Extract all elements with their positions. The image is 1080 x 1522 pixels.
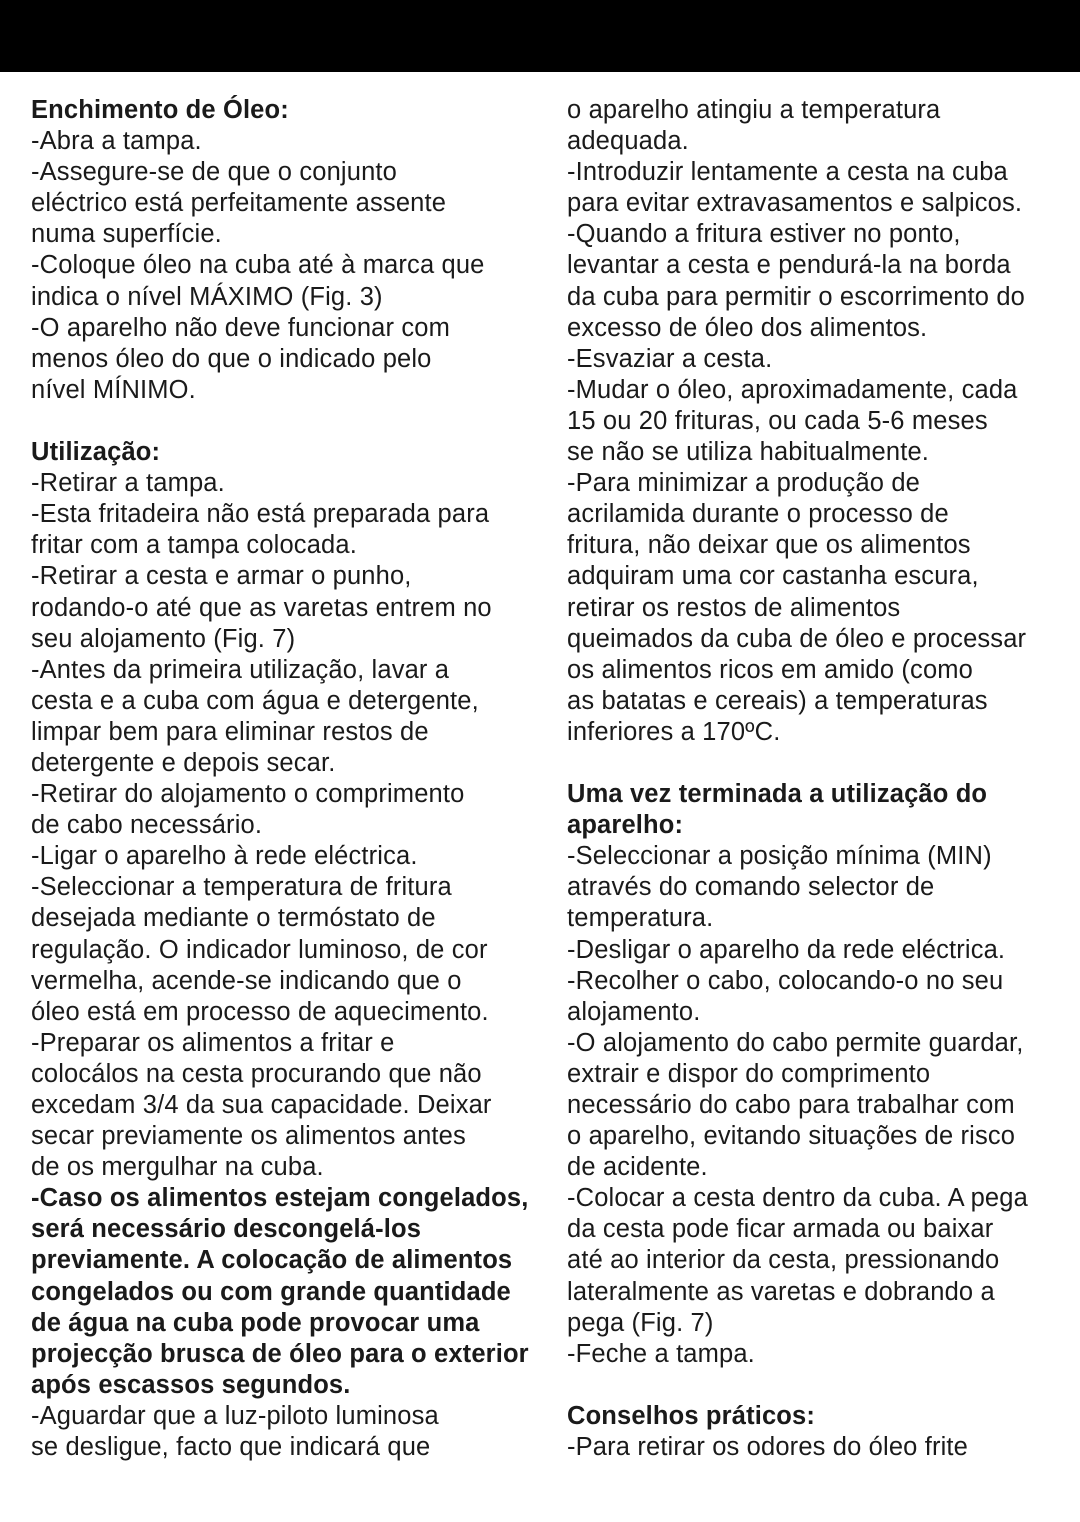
section-heading: Uma vez terminada a utilização do [567,780,988,809]
text-line: -Para minimizar a produção de [567,469,921,498]
text-line: -O alojamento do cabo permite guardar, [567,1028,1024,1057]
text-line: inferiores a 170ºC. [567,717,781,746]
text-line: -Mudar o óleo, aproximadamente, cada [567,375,1018,404]
text-line: limpar bem para eliminar restos de [31,717,429,746]
text-line: rodando-o até que as varetas entrem no [31,593,492,622]
text-line: nível MÍNIMO. [31,375,196,404]
text-line: para evitar extravasamentos e salpicos. [567,189,1023,218]
warning-text-line: após escassos segundos. [31,1370,351,1399]
text-line: adquiram uma cor castanha escura, [567,562,979,591]
text-line: secar previamente os alimentos antes [31,1122,466,1151]
text-line: excesso de óleo dos alimentos. [567,313,928,342]
warning-text-line: congelados ou com grande quantidade [31,1277,511,1306]
text-line: -Quando a fritura estiver no ponto, [567,220,961,249]
spacer [31,406,517,437]
text-line: alojamento. [567,997,701,1026]
text-line: da cesta pode ficar armada ou baixar [567,1215,994,1244]
text-line: regulação. O indicador luminoso, de cor [31,935,488,964]
text-line: óleo está em processo de aquecimento. [31,997,489,1026]
text-line: -Antes da primeira utilização, lavar a [31,655,450,684]
right-column [567,95,1057,1463]
text-line: o aparelho atingiu a temperatura [567,96,941,124]
text-line: se não se utiliza habitualmente. [567,438,930,467]
text-line: -Desligar o aparelho da rede eléctrica. [567,935,1006,964]
text-line: através do comando selector de [567,873,935,902]
text-line: os alimentos ricos em amido (como [567,655,974,684]
text-line: indica o nível MÁXIMO (Fig. 3) [31,282,383,311]
spacer [567,748,1057,779]
warning-text-line: de água na cuba pode provocar uma [31,1308,480,1337]
text-line: -Feche a tampa. [567,1339,755,1368]
text-line: eléctrico está perfeitamente assente [31,189,447,218]
section-heading: aparelho: [567,811,684,840]
text-line: até ao interior da cesta, pressionando [567,1246,1000,1275]
text-line: colocálos na cesta procurando que não [31,1059,482,1088]
warning-text-line: -Caso os alimentos estejam congelados, [31,1184,529,1213]
text-line: acrilamida durante o processo de [567,500,949,529]
text-line: -Aguardar que a luz-piloto luminosa [31,1401,439,1430]
text-line: seu alojamento (Fig. 7) [31,624,296,653]
text-line: menos óleo do que o indicado pelo [31,344,432,373]
text-line: 15 ou 20 frituras, ou cada 5-6 meses [567,406,988,435]
text-line: fritar com a tampa colocada. [31,531,357,560]
text-line: de cabo necessário. [31,811,263,840]
text-line: -Introduzir lentamente a cesta na cuba [567,158,1008,187]
text-line: o aparelho, evitando situações de risco [567,1122,1016,1151]
warning-text-line: projecção brusca de óleo para o exterior [31,1339,529,1368]
text-line: fritura, não deixar que os alimentos [567,531,971,560]
text-line: levantar a cesta e pendurá-la na borda [567,251,1011,280]
text-line: numa superfície. [31,220,222,249]
text-line: -Recolher o cabo, colocando-o no seu [567,966,1004,995]
text-line: pega (Fig. 7) [567,1308,714,1337]
warning-text-line: previamente. A colocação de alimentos [31,1246,513,1275]
text-line: -Retirar do alojamento o comprimento [31,780,465,809]
text-line: queimados da cuba de óleo e processar [567,624,1027,653]
text-line: -Seleccionar a temperatura de fritura [31,873,452,902]
text-line: -Coloque óleo na cuba até à marca que [31,251,485,280]
left-column [31,95,529,1463]
text-line: necessário do cabo para trabalhar com [567,1091,1015,1119]
text-line: -Para retirar os odores do óleo frite [567,1433,968,1462]
text-line: -Abra a tampa. [31,127,202,156]
text-line: -Assegure-se de que o conjunto [31,158,397,187]
text-line: vermelha, acende-se indicando que o [31,966,462,995]
text-line: cesta e a cuba com água e detergente, [31,686,479,715]
text-line: adequada. [567,127,689,156]
text-line: -Seleccionar a posição mínima (MIN) [567,842,992,871]
text-line: -Esta fritadeira não está preparada para [31,500,490,529]
text-line: retirar os restos de alimentos [567,593,901,622]
warning-text-line: será necessário descongelá-los [31,1215,422,1244]
text-line: da cuba para permitir o escorrimento do [567,282,1025,311]
section-heading: Enchimento de Óleo: [31,96,289,124]
spacer [567,1370,1057,1401]
text-line: detergente e depois secar. [31,748,336,777]
text-line: desejada mediante o termóstato de [31,904,436,933]
section-heading: Utilização: [31,438,161,467]
text-line: -Esvaziar a cesta. [567,344,773,373]
text-line: de os mergulhar na cuba. [31,1153,324,1182]
section-heading: Conselhos práticos: [567,1401,815,1430]
text-line: de acidente. [567,1153,708,1182]
text-line: -Colocar a cesta dentro da cuba. A pega [567,1184,1028,1213]
text-line: -Retirar a cesta e armar o punho, [31,562,412,591]
text-line: extrair e dispor do comprimento [567,1059,931,1088]
text-line: lateralmente as varetas e dobrando a [567,1277,995,1306]
text-line: se desligue, facto que indicará que [31,1433,431,1462]
text-line: -O aparelho não deve funcionar com [31,313,451,342]
text-line: as batatas e cereais) a temperaturas [567,686,988,715]
text-line: -Ligar o aparelho à rede eléctrica. [31,842,418,871]
text-line: temperatura. [567,904,714,933]
text-line: -Preparar os alimentos a fritar e [31,1028,395,1057]
header-bar [0,0,1080,72]
text-line: -Retirar a tampa. [31,469,225,498]
text-line: excedam 3/4 da sua capacidade. Deixar [31,1091,492,1119]
